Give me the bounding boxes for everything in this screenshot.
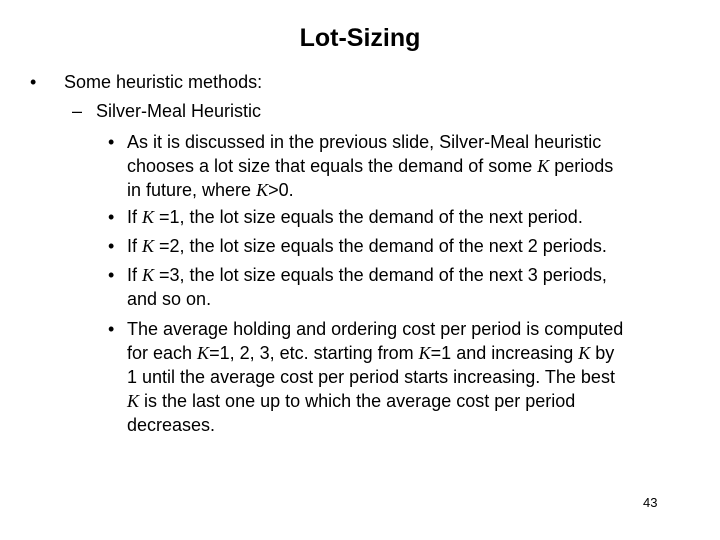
text-run: 1 until the average cost per period starts increasing. The best — [127, 367, 615, 387]
text-run: chooses a lot size that equals the demand of some — [127, 156, 538, 176]
sub-bullet-body — [127, 205, 687, 229]
text-line — [127, 413, 687, 437]
text-run: is the last one up to which the average cost per period — [139, 391, 576, 411]
k-variable: K — [142, 207, 155, 227]
text-run: for each — [127, 343, 198, 363]
text-line — [127, 317, 687, 341]
text-run: If — [127, 265, 143, 285]
k-variable: K — [197, 343, 210, 363]
text-run: =1, 2, 3, etc. starting from — [209, 343, 419, 363]
text-line — [127, 287, 687, 311]
k-variable: K — [127, 391, 140, 411]
text-line — [127, 130, 687, 154]
text-run: >0. — [268, 180, 294, 200]
text-run: and so on. — [127, 289, 212, 309]
text-line — [127, 263, 687, 287]
text-line — [127, 341, 687, 365]
k-variable: K — [537, 156, 550, 176]
bullet-icon: • — [108, 236, 115, 256]
text-line — [127, 365, 687, 389]
k-variable: K — [256, 180, 269, 200]
bullet-icon: • — [108, 319, 115, 339]
page-number: 43 — [643, 495, 658, 510]
text-run: If — [127, 236, 143, 256]
text-run: =2, the lot size equals the demand of the next 2 periods. — [154, 236, 607, 256]
text-run: As it is discussed in the previous slide, Silver-Meal heuristic — [127, 132, 602, 152]
level1-text: Some heuristic methods: — [64, 72, 263, 92]
bullet-icon: • — [108, 265, 115, 285]
sub-bullet-body — [127, 130, 687, 202]
bullet-icon: • — [30, 72, 37, 92]
bullet-icon: • — [108, 207, 115, 227]
bullet-icon: • — [108, 132, 115, 152]
k-variable: K — [578, 343, 591, 363]
text-run: =1, the lot size equals the demand of the next period. — [154, 207, 583, 227]
k-variable: K — [142, 265, 155, 285]
text-line — [127, 178, 687, 202]
text-line — [127, 205, 687, 229]
text-run: If — [127, 207, 143, 227]
text-run: in future, where — [127, 180, 257, 200]
text-run: =3, the lot size equals the demand of the next 3 periods, — [154, 265, 607, 285]
sub-bullet-body — [127, 317, 687, 437]
sub-bullet-body — [127, 263, 687, 311]
text-line — [127, 234, 687, 258]
slide-title: Lot-Sizing — [299, 24, 421, 52]
text-run: by — [590, 343, 615, 363]
k-variable: K — [418, 343, 431, 363]
text-line — [127, 154, 687, 178]
level2-text: Silver-Meal Heuristic — [96, 101, 262, 121]
text-run: decreases. — [127, 415, 216, 435]
text-run: The average holding and ordering cost per period is computed — [127, 319, 624, 339]
text-line — [127, 389, 687, 413]
text-run: =1 and increasing — [430, 343, 579, 363]
dash-icon: – — [72, 101, 83, 121]
k-variable: K — [142, 236, 155, 256]
text-run: periods — [549, 156, 614, 176]
sub-bullet-body — [127, 234, 687, 258]
